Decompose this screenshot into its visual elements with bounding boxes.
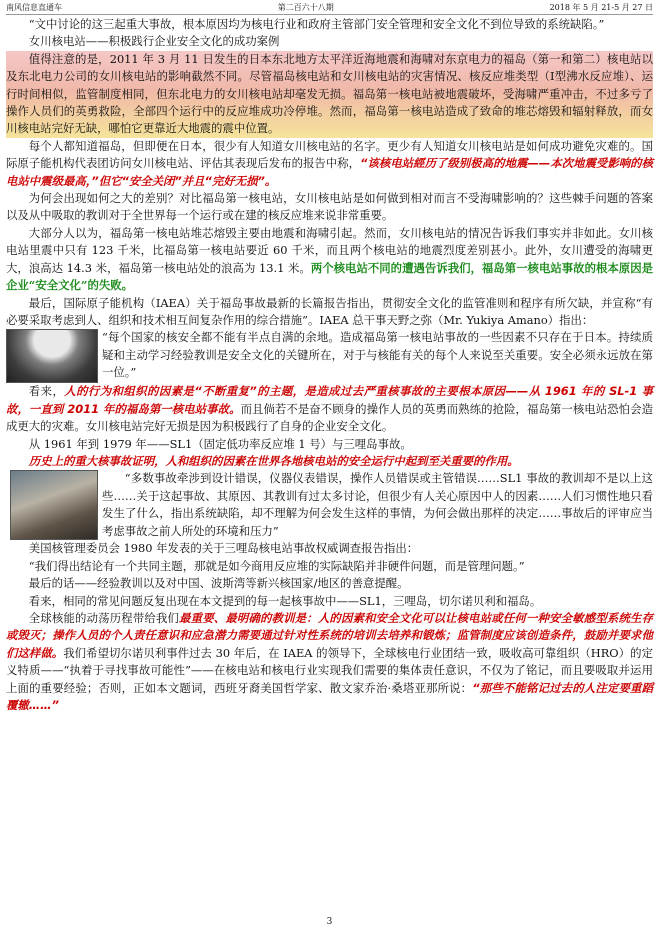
paragraph-iaea-report (6, 138, 653, 190)
emphasis-text: 最重要、最明确的教训是：人的因素和安全文化可以让核电站或任何一种安全敏感型系统生存或毁灭；操作人员的个人责任意识和应急潜力需要通过针对性系统的培训去培养和锻炼；监管制度应该创造条件，鼓励并要求他们这样做。 (6, 610, 653, 660)
page-header (6, 2, 653, 15)
amano-quote-block (6, 329, 653, 383)
plant-image (10, 470, 98, 540)
page-number: 3 (326, 917, 333, 927)
text: 全球核能的动荡历程带给我们 (28, 610, 180, 625)
nrc-quote: “我们得出结论有一个共同主题，那就是如今商用反应堆的实际缺陷并非硬件问题，而是管理问题。” (28, 558, 525, 573)
explosion-image (6, 329, 98, 383)
paragraph-question: 为何会出现如何之大的差别？对比福岛第一核电站，女川核电站是如何做到相对而言不受海啸影响的？这些棘手问题的答案以及从中吸取的教训对于全世界每一个运行或在建的核反应堆来说非常重要。 (6, 191, 653, 223)
emphasis-text: 两个核电站不同的遭遇告诉我们，福岛第一核电站事故的根本原因是企业“安全文化”的失败。 (6, 260, 653, 293)
emphasis-text: 人的行为和组织的因素是“不断重复”的主题，是造成过去严重核事故的主要根本原因——从 1961 年的 SL-1 事故，一直到 2011 年的福岛第一核电站事故。 (6, 384, 653, 416)
sl1-quote: “多数事故牵涉到设计错误，仪器仪表错误，操作人员错误或主管错误……SL1 事故的教训却不是以上这些……关于这起事故、其原因、其教训有过太多讨论，但很少有人关心原因中人的因素……人们习惯性地只看发生了什么，指出系统缺陷，却不理解为何会发生这样的事情，为何会做出那样的决定……事故后的评审应当考虑事故之前人所处的环境和压力” (102, 471, 653, 538)
paragraph-common-problems: 看来，相同的常见问题反复出现在本文提到的每一起核事故中——SL1，三哩岛，切尔诺贝利和福岛。 (28, 593, 542, 608)
header-center: 第二百六十八期 (277, 3, 334, 12)
paragraph-human-factors (6, 383, 653, 435)
paragraph-sl1: 从 1961 年到 1979 年——SL1（固定低功率反应堆 1 号）与三哩岛事故。 (28, 436, 412, 451)
text: 我们希望切尔诺贝利事件过去 30 年后，在 IAEA 的领导下，全球核电行业团结一致，吸收高可靠组织（HRO）的定义特质——“执着于寻找事故可能性”——在核电站和核电行业实现我们需要的集体责任意识，不仅为了铭记，而且要吸取并运用上面的重要经验；否则，正如本文题词，西班牙裔美国哲学家、散文家乔治·桑塔亚那所说： (6, 645, 653, 695)
article-body (6, 16, 653, 714)
paragraph-nrc: 美国核管理委员会 1980 年发表的关于三哩岛核电站事故权威调查报告指出： (28, 541, 419, 556)
sl1-quote-block (6, 470, 653, 540)
amano-quote: “每个国家的核安全都不能有半点自满的余地。造成福岛第一核电站事故的一些因素不只存在于日本。持续质疑和主动学习经验教训是安全文化的关键所在，对于与核能有关的每个人来说至关重要。安全必须永远放在第一位。” (102, 330, 653, 380)
header-left: 南风信息直通车 (6, 3, 62, 12)
header-right: 2018 年 5 月 21-5 月 27 日 (549, 3, 653, 12)
text: 每个人都知道福岛，但即便在日本，很少有人知道女川核电站的名字。更少有人知道女川核电站是如何成功避免灾难的。国际原子能机构代表团访问女川核电站、评估其表现后发布的报告中称， (6, 138, 653, 171)
paragraph-lessons (6, 610, 653, 714)
section-title: 女川核电站——积极践行企业安全文化的成功案例 (28, 34, 280, 49)
paragraph-comparison (6, 225, 653, 295)
emphasis-text: “该核电站經历了级别极高的地震——本次地震受影响的核电站中震级最高，”但它“安全关闭”并且“完好无损”。 (6, 156, 653, 188)
emphasis-paragraph: 历史上的重大核事故证明，人和组织的因素在世界各地核电站的安全运行中起到至关重要的作用。 (28, 453, 519, 468)
paragraph-iaea: 最后，国际原子能机构（IAEA）关于福岛事故最新的长篇报告指出，贯彻安全文化的监管准则和程序有所欠缺，并宣称“有必要采取考虑到人、组织和技术相互间复杂作用的综合措施”。IAEA 总干事天野之弥（Mr. Yukiya Amano）指出： (6, 295, 653, 327)
highlighted-paragraph: 值得注意的是，2011 年 3 月 11 日发生的日本东北地方太平洋近海地震和海啸对东京电力的福岛（第一和第二）核电站以及东北电力公司的女川核电站的影响截然不同。尽管福岛核电站和女川核电站的灾害情况、核反应堆类型（Ⅰ型沸水反应堆）、运行时间相似，监管制度相同，但东北电力的女川核电站却毫发无损。福岛第一核电站被地震破坏，受海啸严重冲击，不过多亏了操作人员们的英勇救险，全部四个运行中的反应堆成功冷停堆。然而，福岛第一核电站造成了致命的堆芯熔毁和辐射释放，而女川核电站完好无缺，哪怕它更靠近大地震的震中位置。 (6, 51, 653, 138)
intro-quote: “文中讨论的这三起重大事故，根本原因均为核电行业和政府主管部门安全管理和安全文化不到位导致的系统缺陷。” (28, 17, 605, 31)
santayana-quote: “那些不能铭记过去的人注定要重蹈覆辙……” (6, 680, 654, 712)
text: 看来， (28, 384, 65, 399)
text: 大部分人以为，福岛第一核电站堆芯熔毁主要由地震和海啸引起。然而，女川核电站的情况告诉我们事实并非如此。女川核电站里震中只有 123 千米，比福岛第一核电站要近 60 千米，而且两个核电站的地震烈度差别甚小。此外，女川遭受的海啸更大，浪高达 14.3 米，福岛第一核电站处的浪高为 13.1 米。 (6, 225, 653, 275)
text: 而且倘若不是奋不顾身的操作人员的英勇而熟练的抢险，福岛第一核电站恐怕会造成更大的灾难。女川核电站完好无损是因为积极践行了自身的企业安全文化。 (6, 401, 653, 434)
paragraph-final-words: 最后的话——经验教训以及对中国、波斯湾等新兴核国家/地区的善意提醒。 (28, 576, 409, 591)
